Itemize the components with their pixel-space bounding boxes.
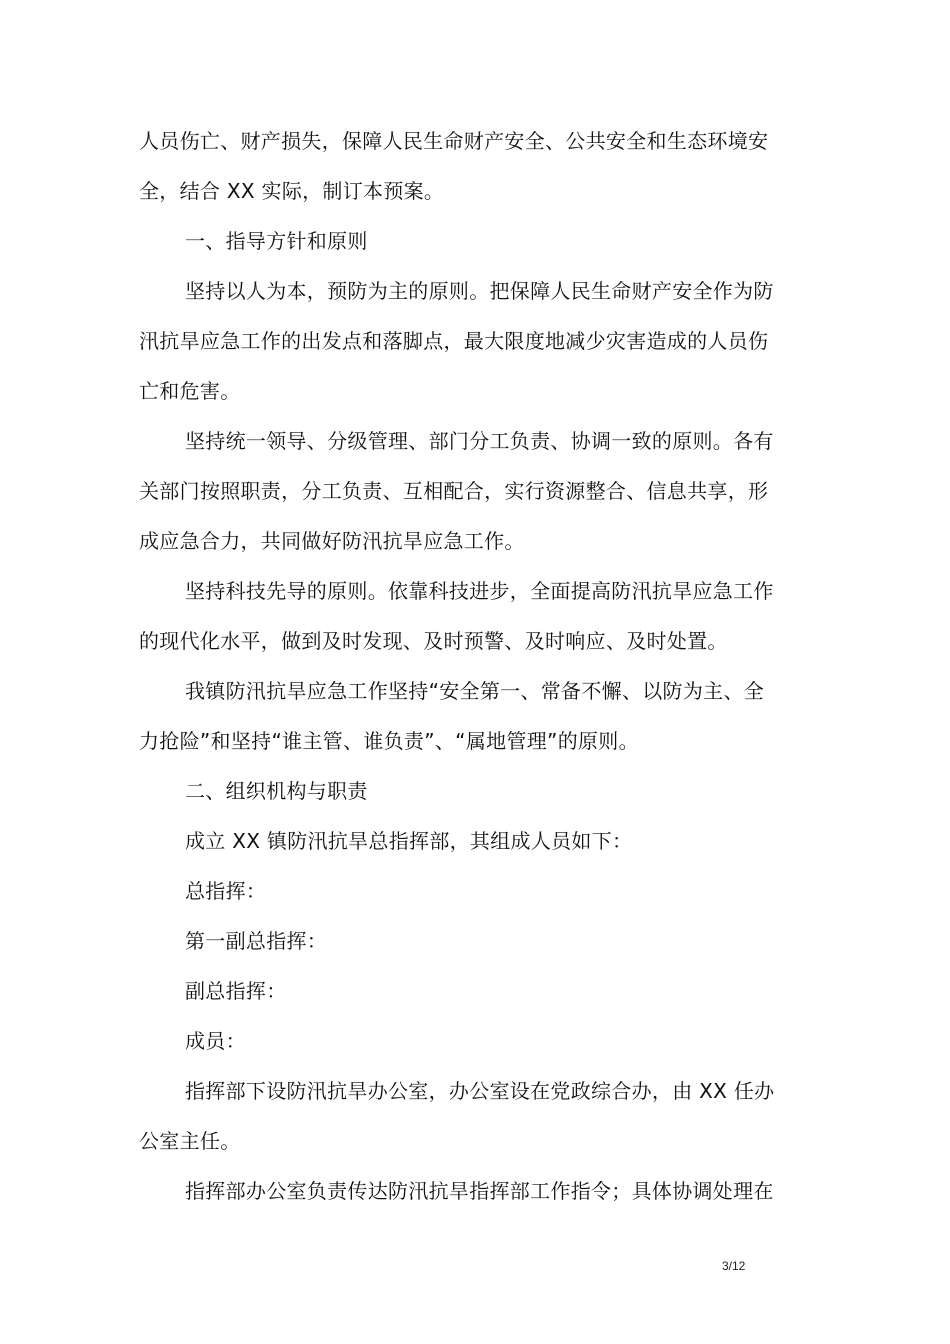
text-line: 我镇防汛抗旱应急工作坚持“安全第一、常备不懈、以防为主、全 <box>185 679 765 703</box>
text-line: 的现代化水平，做到及时发现、及时预警、及时响应、及时处置。 <box>139 629 728 653</box>
page-number: 3/12 <box>722 1259 746 1273</box>
text-line: 坚持统一领导、分级管理、部门分工负责、协调一致的原则。各有 <box>185 429 774 453</box>
text-line: 人员伤亡、财产损失，保障人民生命财产安全、公共安全和生态环境安 <box>139 129 769 153</box>
text-line: 成立 XX 镇防汛抗旱总指挥部，其组成人员如下： <box>185 829 633 853</box>
text-line: 关部门按照职责，分工负责、互相配合，实行资源整合、信息共享，形 <box>139 479 769 503</box>
text-line: 坚持以人为本，预防为主的原则。把保障人民生命财产安全作为防 <box>185 279 774 303</box>
text-line: 力抢险”和坚持“谁主管、谁负责”、“属地管理”的原则。 <box>139 729 639 753</box>
text-line: 成员： <box>185 1029 246 1053</box>
text-line: 第一副总指挥： <box>185 929 328 953</box>
text-line: 指挥部下设防汛抗旱办公室，办公室设在党政综合办，由 XX 任办 <box>185 1079 775 1103</box>
text-line: 坚持科技先导的原则。依靠科技进步，全面提高防汛抗旱应急工作 <box>185 579 774 603</box>
text-line: 总指挥： <box>185 879 267 903</box>
text-line: 公室主任。 <box>139 1129 241 1153</box>
section-heading: 一、指导方针和原则 <box>185 229 368 253</box>
text-line: 指挥部办公室负责传达防汛抗旱指挥部工作指令；具体协调处理在 <box>185 1179 774 1203</box>
text-line: 副总指挥： <box>185 979 287 1003</box>
text-line: 全，结合 XX 实际，制订本预案。 <box>139 179 445 203</box>
text-line: 亡和危害。 <box>139 379 241 403</box>
section-heading: 二、组织机构与职责 <box>185 779 368 803</box>
document-body <box>139 116 819 1216</box>
text-line: 汛抗旱应急工作的出发点和落脚点，最大限度地减少灾害造成的人员伤 <box>139 329 769 353</box>
text-line: 成应急合力，共同做好防汛抗旱应急工作。 <box>139 529 525 553</box>
